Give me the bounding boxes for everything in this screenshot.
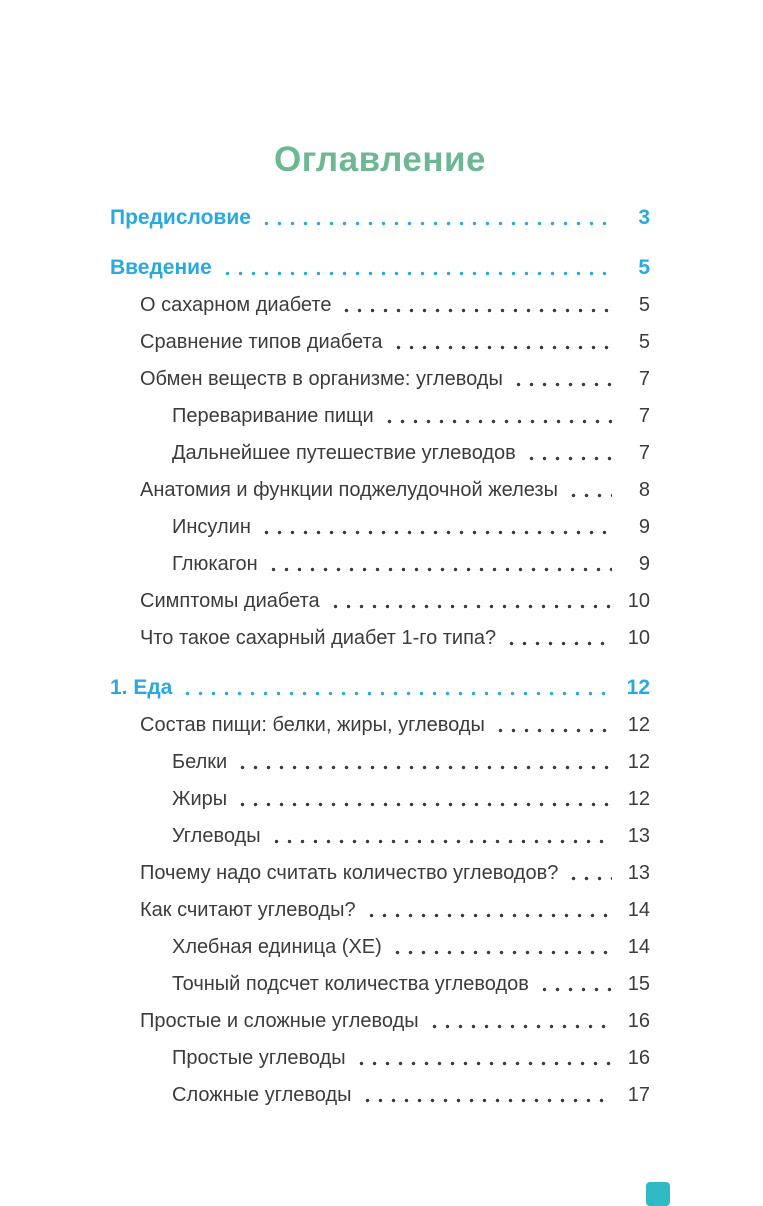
- toc-entry-page: 7: [638, 368, 650, 390]
- toc-entry-label: Сложные углеводы: [172, 1084, 352, 1106]
- page-corner-marker: [646, 1182, 670, 1206]
- dot-leader: [428, 1024, 612, 1029]
- toc-entry-page: 14: [627, 936, 650, 958]
- toc-entry: [110, 676, 650, 700]
- toc-entry-label: Дальнейшее путешествие углеводов: [172, 442, 516, 464]
- toc-entry-label: Простые углеводы: [172, 1047, 346, 1069]
- dot-leader: [567, 876, 612, 881]
- dot-leader: [567, 493, 612, 498]
- toc-entry: [110, 935, 650, 959]
- toc-entry-label: Анатомия и функции поджелудочной железы: [140, 479, 558, 501]
- toc-entry: [110, 441, 650, 465]
- toc-entry-page: 8: [638, 479, 650, 501]
- toc-entry: [110, 404, 650, 428]
- toc-entry-page: 5: [638, 331, 650, 353]
- toc-entry-page: 5: [638, 294, 650, 316]
- toc-entry-label: Обмен веществ в организме: углеводы: [140, 368, 503, 390]
- toc-entry: [110, 478, 650, 502]
- toc-entry: [110, 898, 650, 922]
- toc-entry: [110, 1083, 650, 1107]
- toc-entry-label: Почему надо считать количество углеводов?: [140, 862, 559, 884]
- toc-entry-label: О сахарном диабете: [140, 294, 332, 316]
- toc-entry-label: Что такое сахарный диабет 1-го типа?: [140, 627, 497, 649]
- toc-entry: [110, 367, 650, 391]
- toc-entry-page: 12: [626, 676, 650, 699]
- toc-entry-label: Белки: [172, 751, 228, 773]
- toc-entry-page: 17: [627, 1084, 650, 1106]
- dot-leader: [260, 221, 612, 226]
- dot-leader: [494, 728, 612, 733]
- toc-entry-page: 16: [627, 1047, 650, 1069]
- toc-entry-label: 1. Еда: [110, 676, 173, 699]
- toc-entry-label: Состав пищи: белки, жиры, углеводы: [140, 714, 485, 736]
- toc-entry-page: 10: [627, 590, 650, 612]
- toc-entry-page: 7: [638, 442, 650, 464]
- page-title: Оглавление: [273, 140, 487, 179]
- dot-leader: [181, 691, 612, 696]
- toc-entry: [110, 206, 650, 230]
- toc-entry: [110, 589, 650, 613]
- toc-entry-label: Хлебная единица (ХЕ): [172, 936, 382, 958]
- toc-entry: [110, 552, 650, 576]
- toc-entry-page: 13: [627, 862, 650, 884]
- toc-entry: [110, 330, 650, 354]
- toc-entry-label: Жиры: [172, 788, 228, 810]
- dot-leader: [392, 345, 612, 350]
- dot-leader: [538, 987, 612, 992]
- dot-leader: [365, 913, 612, 918]
- toc-entry-page: 10: [627, 627, 650, 649]
- toc-entry: [110, 515, 650, 539]
- toc-entry-page: 5: [638, 256, 650, 279]
- toc-entry-page: 12: [627, 788, 650, 810]
- toc-entry: [110, 861, 650, 885]
- toc-entry-label: Как считают углеводы?: [140, 899, 356, 921]
- dot-leader: [236, 802, 612, 807]
- toc-entry-page: 7: [638, 405, 650, 427]
- toc-entry: [110, 972, 650, 996]
- dot-leader: [505, 641, 612, 646]
- toc-entry: [110, 256, 650, 280]
- dot-leader: [260, 530, 612, 535]
- dot-leader: [361, 1098, 613, 1103]
- toc-entry-page: 3: [638, 206, 650, 229]
- toc-entry-label: Простые и сложные углеводы: [140, 1010, 419, 1032]
- toc-entry-page: 12: [627, 714, 650, 736]
- toc-entry-label: Точный подсчет количества углеводов: [172, 973, 529, 995]
- toc-list: [110, 206, 650, 1107]
- toc-entry-page: 14: [627, 899, 650, 921]
- dot-leader: [340, 308, 612, 313]
- dot-leader: [221, 271, 612, 276]
- toc-entry-page: 16: [627, 1010, 650, 1032]
- toc-entry-label: Глюкагон: [172, 553, 258, 575]
- dot-leader: [270, 839, 612, 844]
- toc-entry-page: 13: [627, 825, 650, 847]
- dot-leader: [355, 1061, 612, 1066]
- toc-entry: [110, 824, 650, 848]
- toc-entry-label: Симптомы диабета: [140, 590, 320, 612]
- toc-entry-label: Сравнение типов диабета: [140, 331, 383, 353]
- dot-leader: [267, 567, 612, 572]
- dot-leader: [391, 950, 612, 955]
- toc-entry-page: 12: [627, 751, 650, 773]
- toc-entry-label: Предисловие: [110, 206, 251, 229]
- dot-leader: [236, 765, 612, 770]
- toc-entry: [110, 750, 650, 774]
- toc-entry-label: Введение: [110, 256, 212, 279]
- toc-entry: [110, 787, 650, 811]
- toc-entry: [110, 293, 650, 317]
- toc-entry-label: Инсулин: [172, 516, 251, 538]
- toc-entry-label: Углеводы: [172, 825, 261, 847]
- dot-leader: [512, 382, 612, 387]
- toc-entry: [110, 1009, 650, 1033]
- dot-leader: [525, 456, 612, 461]
- toc-entry: [110, 713, 650, 737]
- dot-leader: [329, 604, 612, 609]
- toc-entry: [110, 1046, 650, 1070]
- toc-entry-page: 9: [638, 553, 650, 575]
- dot-leader: [383, 419, 612, 424]
- toc-entry-page: 15: [627, 973, 650, 995]
- toc-entry: [110, 626, 650, 650]
- toc-entry-label: Переваривание пищи: [172, 405, 374, 427]
- toc-entry-page: 9: [638, 516, 650, 538]
